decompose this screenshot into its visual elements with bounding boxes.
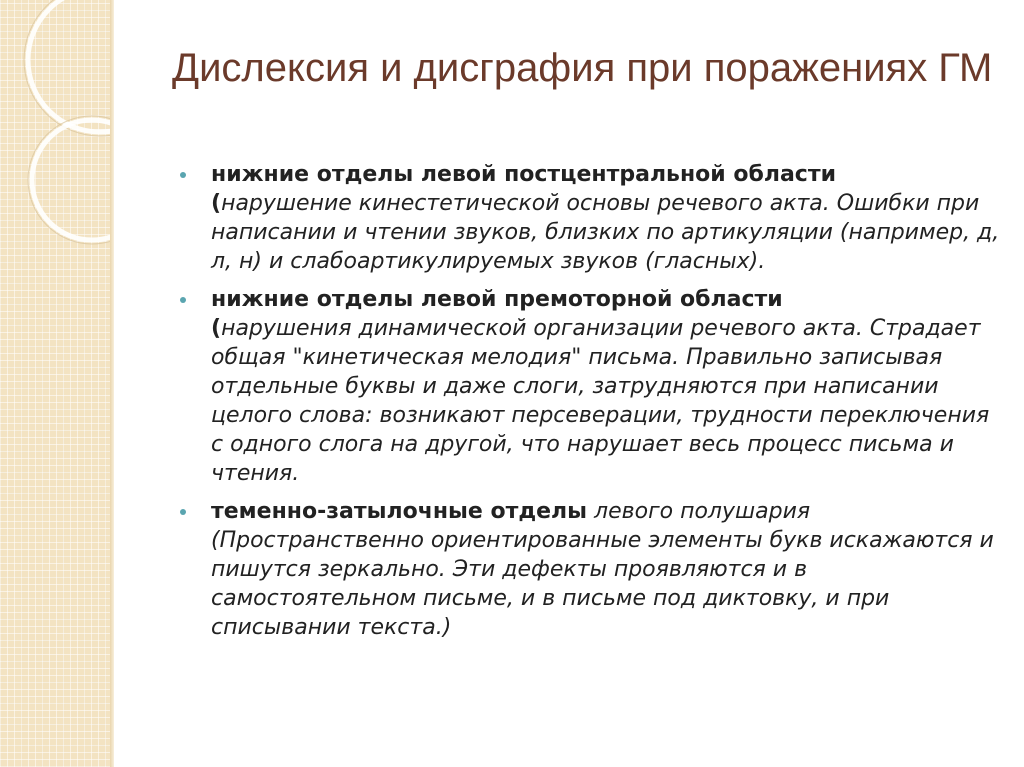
side-divider (110, 0, 114, 767)
bullet-dot-icon (180, 172, 186, 178)
bullet-list (180, 160, 1000, 651)
bullet-paren: ( (211, 316, 222, 341)
bullet-text: нарушения динамической организации речевого акта. Страдает общая "кинетическая мелодия" письма. Правильно записывая отдельные буквы и даже слоги, затрудняются при написании целого слова: возникают персеверации, трудности переключения с одного слога на другой, что нарушает весь процесс письма и чтения. (211, 316, 990, 486)
bullet-heading: теменно-затылочные отделы (211, 499, 588, 524)
decorative-rings (0, 0, 110, 767)
bullet-dot-icon (180, 297, 186, 303)
bullet-item (180, 497, 1000, 642)
slide-title: Дислексия и дисграфия при поражениях ГМ (172, 46, 993, 90)
bullet-dot-icon (180, 509, 186, 515)
bullet-item (180, 160, 1000, 276)
bullet-text: нарушение кинестетической основы речевого акта. Ошибки при написании и чтении звуков, близких по артикуляции (например, д, л, н) и слабоартикулируемых звуков (гласных). (211, 191, 1000, 274)
bullet-heading: нижние отделы левой премоторной области (211, 287, 783, 312)
bullet-text: левого полушария (Пространственно ориентированные элементы букв искажаются и пишутся зеркально. Эти дефекты проявляются и в самостоятельном письме, и в письме под диктовку, и при списывании текста.) (211, 499, 994, 640)
bullet-item (180, 285, 1000, 488)
decorative-side-panel (0, 0, 110, 767)
bullet-heading: нижние отделы левой постцентральной области (211, 162, 837, 187)
bullet-paren: ( (211, 191, 222, 216)
